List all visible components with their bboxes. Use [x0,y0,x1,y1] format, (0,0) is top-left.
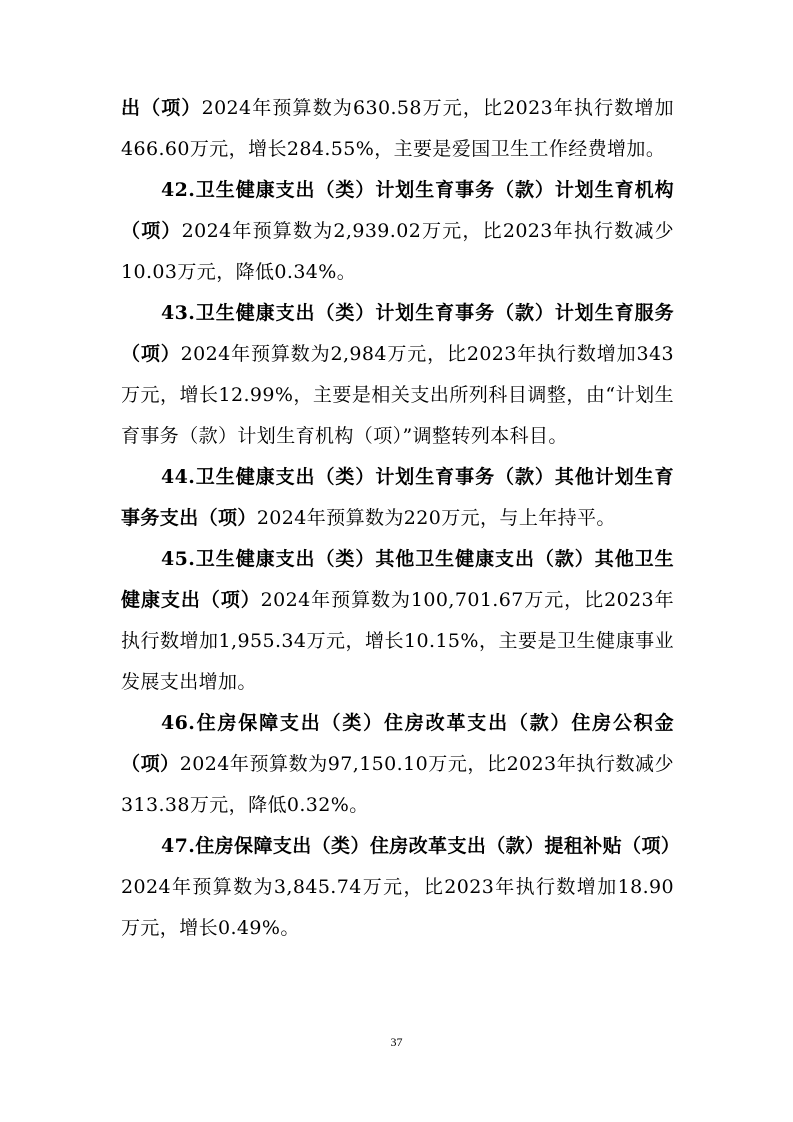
item-heading: 47.住房保障支出（类）住房改革支出（款）提租补贴（项） [161,835,681,857]
item-text: 2024年预算数为3,845.74万元，比2023年执行数增加18.90万元，增长0.49%。 [121,876,674,939]
paragraph-45 [121,539,674,703]
body-text [121,88,681,949]
item-text: 2024年预算数为630.58万元，比2023年执行数增加466.60万元，增长284.55%，主要是爱国卫生工作经费增加。 [121,97,674,160]
paragraph-47 [121,826,681,949]
item-heading: 42.卫生健康支出（类）计划生育事务（款）计划生育机构（项） [121,179,674,242]
paragraph-44 [121,457,674,539]
item-text: 2024年预算数为2,939.02万元，比2023年执行数减少10.03万元，降低0.34%。 [121,220,675,283]
paragraph-46 [121,703,674,826]
item-text: 2024年预算数为100,701.67万元，比2023年执行数增加1,955.34万元，增长10.15%，主要是卫生健康事业发展支出增加。 [121,589,674,693]
item-heading: 44.卫生健康支出（类）计划生育事务（款）其他计划生育事务支出（项） [121,466,674,529]
item-heading: 43.卫生健康支出（类）计划生育事务（款）计划生育服务（项） [121,302,674,365]
paragraph-42 [121,170,674,293]
item-text: 2024年预算数为97,150.10万元，比2023年执行数减少313.38万元，降低0.32%。 [121,753,674,816]
item-heading: 出（项） [121,97,202,119]
item-text: 2024年预算数为220万元，与上年持平。 [256,507,616,529]
page-number: 37 [390,1035,403,1049]
item-heading: 45.卫生健康支出（类）其他卫生健康支出（款）其他卫生健康支出（项） [121,548,674,611]
paragraph-41-continued [121,88,674,170]
item-heading: 46.住房保障支出（类）住房改革支出（款）住房公积金（项） [121,712,674,775]
item-text: 2024年预算数为2,984万元，比2023年执行数增加343万元，增长12.99%，主要是相关支出所列科目调整，由“计划生育事务（款）计划生育机构（项）”调整转列本科目。 [121,343,674,447]
paragraph-43 [121,293,674,457]
